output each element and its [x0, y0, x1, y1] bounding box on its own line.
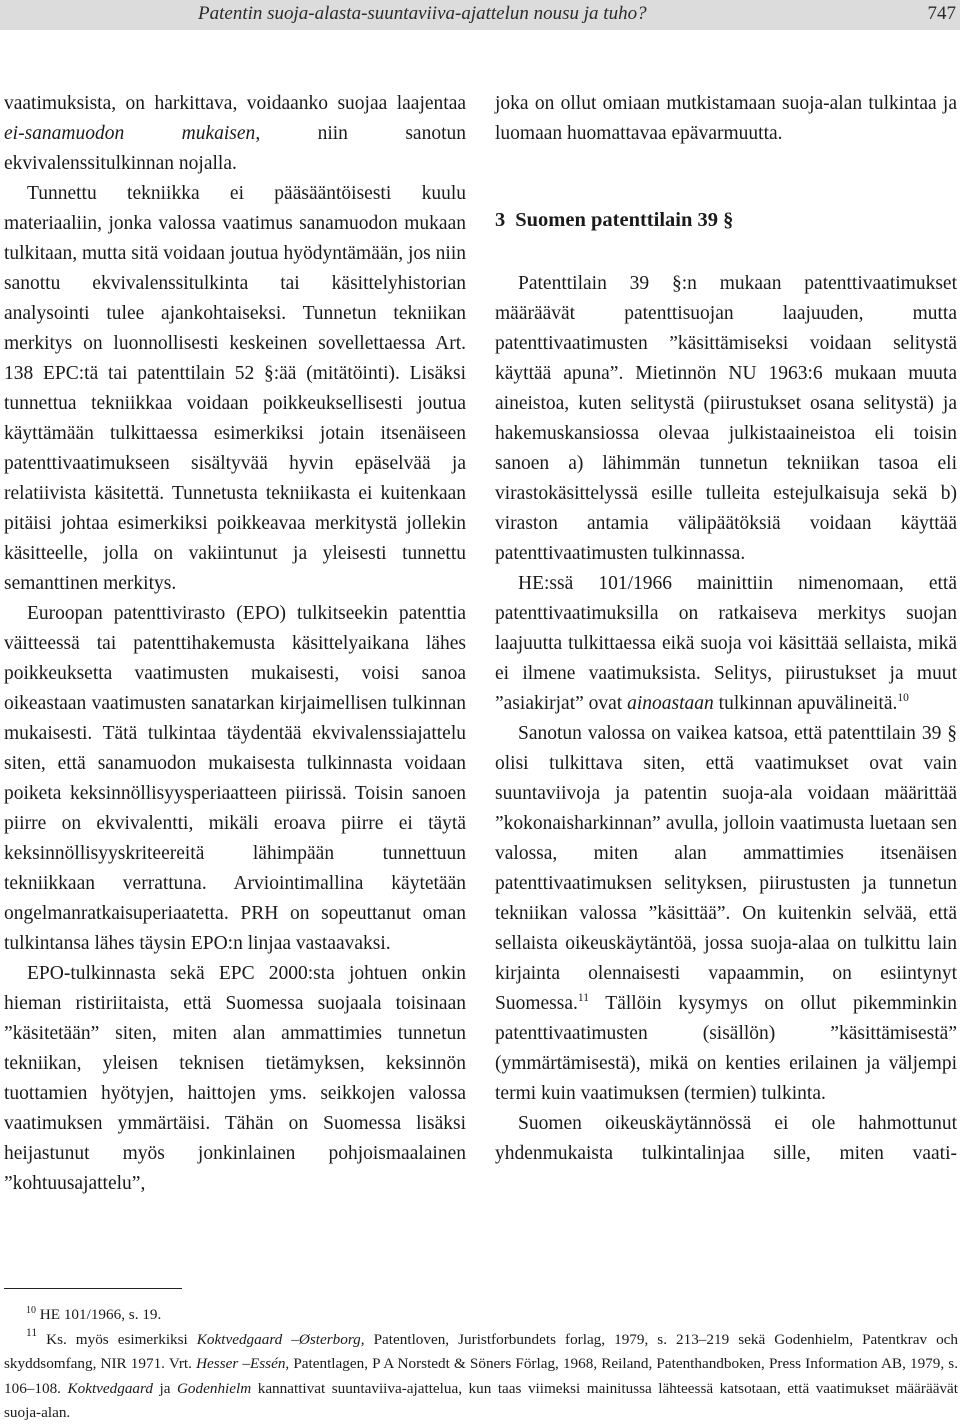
right-column-body	[495, 269, 957, 1169]
paragraph: Euroopan patenttivirasto (EPO) tulkitseekin patenttia väitteessä tai patenttihakemusta käsittelyaikana lähes poikkeuksetta vaatimusten mukaisesti, voisi sanoa oikeastaan vaatimusten sanatarkan kirjaimellisen tulkinnan mukaisesti. Tätä tulkintaa täydentää ekvivalenssiajattelu siten, että sanamuodon mukaisesta tulkinnasta voidaan poiketa keksinnöllisyysperiaatteen piirissä. Toisin sanoen piirre on ekvivalentti, mikäli eroava piirre ei täytä keksinnöllisyyskriteereitä lähimpään tunnettuun tekniikkaan verrattuna. Arviointimallina käytetään ongelmanratkaisuperiaatetta. PRH on sopeuttanut oman tulkintansa lähes täysin EPO:n linjaa vastaavaksi.	[4, 603, 466, 954]
footnote: $^{11}$ Ks. myös esimerkiksi Koktvedgaard –Østerborg, Patentloven, Juristforbundets forlag, 1979, s. 213–219 sekä Godenhielm, Patentkrav och skyddsomfang, NIR 1971. Vrt. Hesser –Essén, Patentlagen, P A Norstedt & Söners Förlag, 1968, Reiland, Patenthandboken, Press Information AB, 1979, s. 106–108. Koktvedgaard ja Godenhielm kannattivat suuntaviiva-ajattelua, kun taas viimeksi mainitussa lähteessä katsotaan, että vaatimukset määräävät suoja-alan.	[4, 1326, 959, 1421]
footnote-ref: 10	[897, 692, 909, 704]
paragraph: joka on ollut omiaan mutkistamaan suoja-alan tulkintaa ja luomaan huomattavaa epävarmuutta.	[495, 93, 957, 144]
emphasis: ainoastaan	[627, 693, 714, 714]
footnote-number: 11	[26, 1326, 38, 1339]
page-number: 747	[927, 3, 956, 24]
paragraph: Suomen oikeuskäytännössä ei ole hahmottunut yhdenmukaista tulkintalinjaa sille, miten vaati-	[495, 1113, 957, 1164]
right-column	[495, 89, 957, 149]
paragraph: Tunnettu tekniikka ei pääsääntöisesti kuulu materiaaliin, jonka valossa vaatimus sanamuodon mukaan tulkitaan, mutta sitä voidaan joutua hyödyntämään, jos niin sanottu ekvivalenssitulkinta tai käsittelyhistorian analysointi tulee ajankohtaiseksi. Tunnetun tekniikan merkitys on luonnollisesti keskeinen sovellettaessa Art. 138 EPC:tä tai patenttilain 52 §:ää (mitätöinti). Lisäksi tunnettua tekniikkaa voidaan poikkeuksellisesti joutua käyttämään tulkittaessa esimerkiksi jotain itsenäiseen patenttivaatimukseen sisältyvää hyvin epäselvää ja relatiivista käsitettä. Tunnetusta tekniikasta ei kuitenkaan pitäisi johtaa esimerkiksi poikkeavaa merkitystä jollekin käsitteelle, jolla on vakiintunut ja yleisesti tunnettu semanttinen merkitys.	[4, 183, 466, 594]
running-title: Patentin suoja-alasta-suuntaviiva-ajattelun nousu ja tuho?	[198, 3, 647, 24]
paragraph: Sanotun valossa on vaikea katsoa, että patenttilain 39 § olisi tulkittava siten, että vaatimukset ovat vain suuntaviivoja ja patentin suoja-ala voidaan määrittää ”kokonaisharkinnan” avulla, jolloin vaatimusta luetaan sen valossa, miten alan ammattimies itsenäisen patenttivaatimuksen selityksen, piirustusten ja tunnetun tekniikan valossa ”käsittää”. On kuitenkin selvää, että sellaista oikeuskäytäntöä, jossa suoja-alaa on tulkittu lain kirjainta olennaisesti vapaammin, on esiintynyt Suomessa.$^{11}$ Tällöin kysymys on ollut pikemminkin patenttivaatimusten (sisällön) ”käsittämisestä” (ymmärtämisestä), mikä on kenties erilainen ja väljempi termi kuin vaatimuksen (termien) tulkinta.	[495, 723, 957, 1104]
left-column	[4, 89, 466, 1199]
running-header	[0, 0, 960, 30]
paragraph: Patenttilain 39 §:n mukaan patenttivaatimukset määräävät patenttisuojan laajuuden, mutta patenttivaatimusten ”käsittämiseksi voidaan selitystä käyttää apuna”. Mietinnön NU 1963:6 mukaan muuta aineistoa, kuten selitystä (piirustukset osana selitystä) ja hakemuskansiossa olevaa julkistaaineistoa eli toisin sanoen a) lähimmän tunnetun tekniikan tasoa eli virastokäsittelyssä esille tulleita estejulkaisuja sekä b) viraston antamia välipäätöksiä voidaan käyttää patenttivaatimusten tulkinnassa.	[495, 273, 957, 564]
section-title: Suomen patenttilain 39 §	[515, 209, 734, 231]
footnote-rule	[4, 1288, 182, 1289]
footnote-ref: 11	[577, 992, 589, 1004]
emphasis: ei-sanamuodon mukaisen	[4, 123, 256, 144]
footnotes	[4, 1303, 958, 1426]
paragraph: vaatimuksista, on harkittava, voidaanko suojaa laajentaa ei-sanamuodon mukaisen, niin sanotun ekvivalenssitulkinnan nojalla.	[4, 93, 467, 174]
section-number: 3	[495, 209, 506, 231]
footnote-number: 10	[26, 1305, 36, 1316]
footnote: $^{10}$ HE 101/1966, s. 19.	[26, 1305, 162, 1323]
section-heading	[495, 209, 733, 232]
paragraph: EPO-tulkinnasta sekä EPC 2000:sta johtuen onkin hieman ristiriitaista, että Suomessa suojaala toisinaan ”käsitetään” siten, miten alan ammattimies tunnetun tekniikan, yleisen teknisen tietämyksen, keksinnön tuottamien hyötyjen, haittojen yms. seikkojen valossa vaatimuksen ymmärtäisi. Tähän on Suomessa lisäksi heijastunut myös jonkinlainen pohjoismaalainen ”kohtuusajattelu”,	[4, 963, 466, 1194]
paragraph: HE:ssä 101/1966 mainittiin nimenomaan, että patenttivaatimuksilla on ratkaiseva merkitys suojan laajuutta tulkittaessa eikä suoja voi käsittää sellaista, mikä ei ilmene vaatimuksista. Selitys, piirustukset ja muut ”asiakirjat” ovat ainoastaan tulkinnan apuvälineitä.$^{10}$	[495, 573, 957, 714]
